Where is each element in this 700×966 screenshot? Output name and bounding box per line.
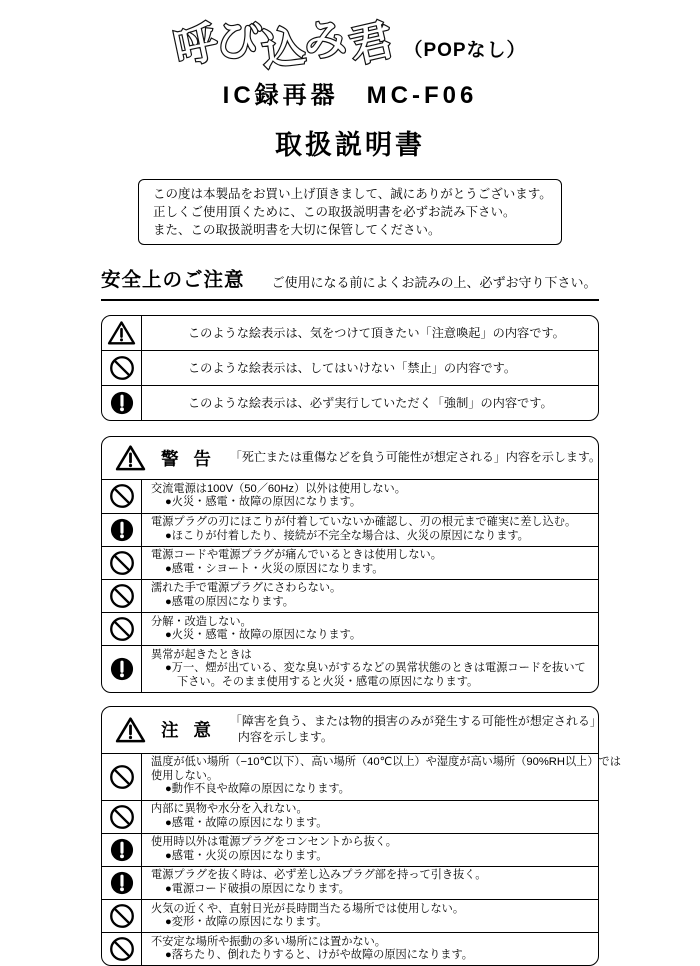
intro-line: 正しくご使用頂くために、この取扱説明書を必ずお読み下さい。 — [153, 205, 516, 220]
table-header — [102, 707, 602, 754]
row-icon-cell — [102, 933, 142, 965]
table-row — [102, 754, 621, 800]
row-text-cell — [142, 646, 598, 692]
header-description — [230, 450, 601, 466]
symbol-legend-table — [101, 315, 599, 421]
mandatory-icon — [110, 518, 134, 542]
bubble-character: び — [213, 14, 265, 70]
table-row — [102, 645, 598, 692]
row-text-cell — [142, 580, 598, 612]
prohibition-icon — [109, 903, 135, 929]
row-text-cell — [142, 867, 598, 899]
mandatory-icon — [110, 391, 134, 415]
row-icon-cell — [102, 900, 142, 932]
product-name-suffix: （POPなし） — [403, 40, 527, 61]
row-bullet-text: ●感電の原因になります。 — [165, 596, 294, 609]
prohibition-icon — [109, 483, 135, 509]
header-icon-wrap — [115, 444, 146, 472]
row-bullet-text: ●感電・故障の原因になります。 — [165, 816, 328, 829]
row-main-text: 異常が起きたときは — [151, 648, 252, 661]
row-icon-cell — [102, 613, 142, 645]
row-main-text: 電源プラグを抜く時は、必ず差し込みプラグ部を持って引き抜く。 — [151, 869, 487, 882]
row-text-cell — [142, 933, 598, 965]
row-main-text: 温度が低い場所（−10℃以下）、高い場所（40℃以上）や湿度が高い場所（90%RH以上）では — [151, 756, 621, 769]
row-icon-cell — [102, 834, 142, 866]
row-text-cell — [142, 834, 598, 866]
row-bullet-text: ●動作不良や故障の原因になります。 — [165, 783, 350, 796]
caution-triangle-icon — [115, 716, 146, 744]
row-text-cell — [142, 754, 627, 800]
table-row — [102, 612, 598, 645]
header-title: 警 告 — [161, 448, 216, 469]
row-text-cell — [142, 480, 598, 512]
header-description — [230, 714, 602, 746]
mandatory-icon — [110, 838, 134, 862]
row-icon-cell — [102, 547, 142, 579]
table-row — [102, 480, 598, 512]
row-text-cell — [142, 386, 598, 420]
row-icon-cell — [102, 480, 142, 512]
table-header — [102, 437, 601, 480]
prohibition-icon — [109, 936, 135, 962]
table-row — [102, 866, 598, 899]
row-icon-cell — [102, 351, 142, 385]
row-icon-cell — [102, 646, 142, 692]
warning-table — [101, 436, 599, 693]
table-row — [102, 579, 598, 612]
row-text-cell — [142, 900, 598, 932]
row-main-text: 火気の近くや、直射日光が長時間当たる場所では使用しない。 — [151, 902, 465, 915]
safety-heading-note: ご使用になる前によくお読みの上、必ずお守り下さい。 — [271, 275, 597, 291]
table-row — [102, 833, 598, 866]
prohibition-icon — [109, 616, 135, 642]
row-bullet-text: ●感電・火災の原因になります。 — [165, 849, 328, 862]
prohibition-icon — [109, 583, 135, 609]
prohibition-icon — [109, 764, 135, 790]
safety-section-heading — [101, 264, 599, 301]
row-text-cell — [142, 613, 598, 645]
bubble-character: み — [302, 14, 352, 68]
table-row — [102, 316, 598, 350]
row-icon-cell — [102, 867, 142, 899]
legend-text: このような絵表示は、必ず実行していただく「強制」の内容です。 — [188, 396, 553, 411]
header-description-line: 内容を示します。 — [237, 729, 333, 744]
row-text-cell — [142, 316, 598, 350]
row-main-text: 分解・改造しない。 — [151, 615, 252, 628]
caution-triangle-icon — [107, 320, 136, 346]
bubble-character: 君 — [345, 15, 400, 73]
product-name-bubble-text — [170, 9, 400, 76]
row-main-text: 内部に異物や水分を入れない。 — [151, 803, 308, 816]
prohibition-icon — [109, 550, 135, 576]
row-bullet-text: ●落ちたり、倒れたりすると、けがや故障の原因になります。 — [165, 949, 473, 962]
row-bullet-text: ●火災・感電・故障の原因になります。 — [165, 629, 362, 642]
row-icon-cell — [102, 514, 142, 546]
row-icon-cell — [102, 754, 142, 800]
header-title: 注 意 — [161, 720, 216, 741]
intro-line: この度は本製品をお買い上げ頂きまして、誠にありがとうございます。 — [153, 187, 552, 201]
safety-heading-text: 安全上のご注意 — [101, 269, 245, 292]
table-row — [102, 899, 598, 932]
row-main-text: 濡れた手で電源プラグにさわらない。 — [151, 582, 342, 595]
row-icon-cell — [102, 316, 142, 350]
row-bullet-text: ●火災・感電・故障の原因になります。 — [165, 496, 362, 509]
row-text-cell — [142, 801, 598, 833]
row-icon-cell — [102, 580, 142, 612]
row-main-text: 使用時以外は電源プラグをコンセントから抜く。 — [151, 836, 397, 849]
row-text-cell — [142, 514, 598, 546]
header-description-line: 「死亡または重傷などを負う可能性が想定される」内容を示します。 — [229, 450, 601, 465]
table-row — [102, 546, 598, 579]
row-bullet-text: ●電源コード破損の原因になります。 — [165, 883, 350, 895]
row-main-text: 交流電源は100V（50／60Hz）以外は使用しない。 — [151, 482, 406, 495]
intro-line: また、この取扱説明書を大切に保管してください。 — [153, 223, 441, 238]
caution-triangle-icon — [115, 444, 146, 472]
legend-text: このような絵表示は、気をつけて頂きたい「注意喚起」の内容です。 — [188, 326, 565, 341]
header-description-line: 「障害を負う、または物的損害のみが発生する可能性が想定される」 — [229, 714, 602, 729]
row-text-cell — [142, 547, 598, 579]
bubble-character: 込 — [259, 22, 310, 76]
row-bullet-text: ●万一、煙が出ている、変な臭いがするなどの異常状態のときは電源コードを抜いて — [165, 662, 586, 675]
table-row — [102, 350, 598, 385]
document-title: 取扱説明書 — [275, 130, 425, 160]
row-main-text: 電源プラグの刃にほこりが付着していないか確認し、刃の根元まで確実に差し込む。 — [151, 516, 577, 529]
row-main-text: 使用しない。 — [151, 769, 219, 782]
row-icon-cell — [102, 801, 142, 833]
table-row — [102, 932, 598, 965]
mandatory-icon — [110, 871, 134, 895]
table-row — [102, 513, 598, 546]
row-icon-cell — [102, 386, 142, 420]
row-main-text: 不安定な場所や振動の多い場所には置かない。 — [151, 935, 386, 948]
row-main-text: 電源コードや電源プラグが痛んでいるときは使用しない。 — [151, 549, 442, 562]
model-number-line: IC録再器 MC-F06 — [222, 82, 478, 109]
caution-table — [101, 706, 621, 966]
row-bullet-text: 下さい。そのまま使用すると火災・感電の原因になります。 — [177, 676, 479, 688]
header-icon-wrap — [115, 716, 146, 744]
row-bullet-text: ●ほこりが付着したり、接続が不完全な場合は、火災の原因になります。 — [165, 529, 529, 542]
table-row — [102, 800, 598, 833]
table-row — [102, 385, 598, 420]
legend-text: このような絵表示は、してはいけない「禁止」の内容です。 — [188, 361, 517, 376]
row-bullet-text: ●変形・故障の原因になります。 — [165, 916, 328, 929]
bubble-character: 呼 — [170, 17, 224, 74]
intro-notice-box — [138, 179, 562, 245]
row-text-cell — [142, 351, 598, 385]
mandatory-icon — [110, 657, 134, 681]
prohibition-icon — [109, 355, 135, 381]
product-title-row — [0, 6, 700, 76]
safety-content — [101, 264, 621, 966]
row-bullet-text: ●感電・シヨート・火災の原因になります。 — [165, 562, 384, 575]
prohibition-icon — [109, 804, 135, 830]
